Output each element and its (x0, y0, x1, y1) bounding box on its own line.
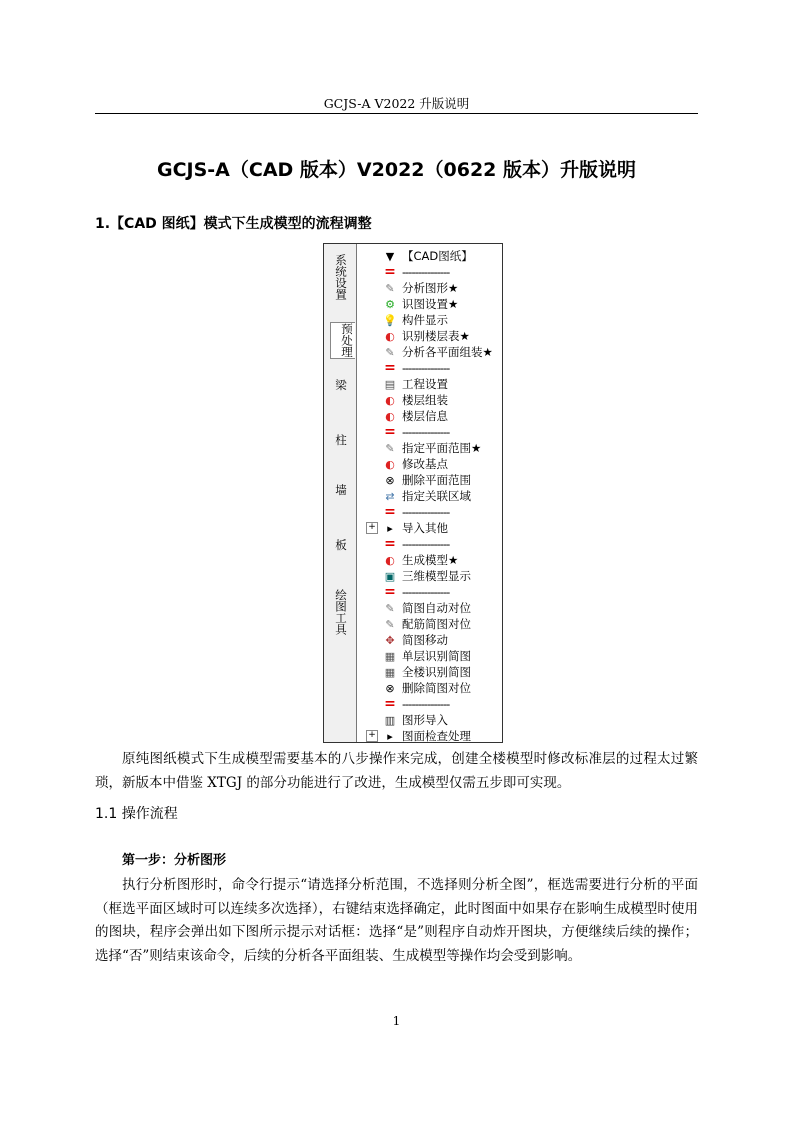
cycle-icon: ◐ (385, 553, 395, 567)
menu-item-label: --------------- (402, 425, 450, 439)
menu-item[interactable] (358, 344, 502, 360)
section-heading: 1.【CAD 图纸】模式下生成模型的流程调整 (95, 216, 372, 232)
menu-item-label: 指定关联区域 (402, 489, 471, 503)
menu-item[interactable] (358, 616, 502, 632)
menu-item[interactable] (358, 456, 502, 472)
menu-separator (358, 584, 502, 600)
tab-1[interactable]: 预处理 (330, 322, 355, 359)
menu-item-label: 导入其他 (402, 521, 448, 535)
menu-item-label: 删除平面范围 (402, 473, 471, 487)
header-rule (95, 113, 698, 114)
menu-separator (358, 536, 502, 552)
delete-icon: ⊗ (385, 473, 395, 487)
menu-item[interactable] (358, 440, 502, 456)
menu-item[interactable] (358, 392, 502, 408)
menu-tree (358, 248, 502, 743)
menu-item[interactable] (358, 600, 502, 616)
menu-item-label: --------------- (402, 537, 450, 551)
menu-item[interactable] (358, 552, 502, 568)
menu-separator (358, 264, 502, 280)
menu-item-label: 分析图形★ (402, 281, 459, 295)
separator-icon: = (384, 536, 396, 552)
cycle-icon: ◐ (385, 409, 395, 423)
menu-item[interactable] (358, 680, 502, 696)
menu-item-label: 【CAD图纸】 (402, 249, 473, 263)
menu-item[interactable] (358, 664, 502, 680)
menu-item-label: --------------- (402, 361, 450, 375)
menu-item[interactable] (358, 280, 502, 296)
menu-item[interactable] (358, 376, 502, 392)
menu-item[interactable] (358, 632, 502, 648)
menu-item-label: 全楼识别简图 (402, 665, 471, 679)
separator-icon: = (384, 264, 396, 280)
page-header: GCJS-A V2022 升版说明 (323, 96, 470, 111)
menu-item-label: 单层识别简图 (402, 649, 471, 663)
menu-item-label: 生成模型★ (402, 553, 459, 567)
pencil-icon: ✎ (385, 441, 395, 455)
menu-item-label: 图面检查处理 (402, 729, 471, 743)
menu-item-label: --------------- (402, 697, 450, 711)
menu-item[interactable] (358, 520, 502, 536)
separator-icon: = (384, 504, 396, 520)
link-icon: ⇄ (385, 489, 395, 503)
menu-item-label: 识别楼层表★ (402, 329, 470, 343)
3d-icon: ▣ (384, 569, 396, 583)
tab-3[interactable]: 柱 (334, 434, 348, 446)
menu-item[interactable] (358, 568, 502, 584)
tab-4[interactable]: 墙 (334, 484, 348, 496)
tab-6[interactable]: 绘图工具 (334, 589, 348, 635)
pencil-icon: ✎ (385, 601, 395, 615)
menu-item-label: 简图自动对位 (402, 601, 471, 615)
separator-icon: = (384, 424, 396, 440)
menu-item-label: 配筋简图对位 (402, 617, 471, 631)
menu-item[interactable] (358, 312, 502, 328)
pencil-icon: ✎ (385, 345, 395, 359)
menu-item-label: 指定平面范围★ (402, 441, 482, 455)
cycle-icon: ◐ (385, 393, 395, 407)
menu-item-label: 分析各平面组装★ (402, 345, 493, 359)
triangle-right-icon: ▸ (387, 729, 393, 743)
menu-item[interactable] (358, 296, 502, 312)
recognize-icon: ▦ (384, 649, 396, 663)
cycle-icon: ◐ (385, 457, 395, 471)
menu-item-label: --------------- (402, 505, 450, 519)
triangle-right-icon: ▸ (387, 521, 393, 535)
menu-item[interactable] (358, 472, 502, 488)
cad-menu-screenshot (323, 243, 503, 743)
delete-icon: ⊗ (385, 681, 395, 695)
document-title: GCJS-A（CAD 版本）V2022（0622 版本）升版说明 (157, 159, 636, 181)
menu-separator (358, 696, 502, 712)
menu-item[interactable] (358, 712, 502, 728)
menu-separator (358, 360, 502, 376)
tab-2[interactable]: 梁 (334, 379, 348, 391)
expand-icon[interactable]: + (366, 730, 378, 742)
tab-0[interactable]: 系统设置 (334, 254, 348, 300)
separator-icon: = (384, 360, 396, 376)
step-heading: 第一步：分析图形 (122, 853, 227, 868)
menu-separator (358, 424, 502, 440)
menu-item-label: 楼层信息 (402, 409, 448, 423)
document-icon: ▤ (384, 377, 396, 391)
menu-separator (358, 504, 502, 520)
menu-item-label: --------------- (402, 265, 450, 279)
menu-item-label: 三维模型显示 (402, 569, 471, 583)
separator-icon: = (384, 696, 396, 712)
menu-item-label: 楼层组装 (402, 393, 448, 407)
menu-item[interactable] (358, 648, 502, 664)
menu-item[interactable] (358, 728, 502, 743)
separator-icon: = (384, 584, 396, 600)
menu-item-label: 简图移动 (402, 633, 448, 647)
move-icon: ✥ (385, 633, 395, 647)
menu-item[interactable] (358, 488, 502, 504)
paragraph: 执行分析图形时，命令行提示“请选择分析范围，不选择则分析全图”，框选需要进行分析的平面（框选平面区域时可以连续多次选择），右键结束选择确定，此时图面中如果存在影响生成模型时使用的图块，程序会弹出如下图所示提示对话框：选择“是”则程序自动炸开图块，方便继续后续的操作；选择“否”则结束该命令，后续的分析各平面组装、生成模型等操作均会受到影响。 (95, 877, 698, 964)
menu-item-label: 构件显示 (402, 313, 448, 327)
cycle-icon: ◐ (385, 329, 395, 343)
menu-item-label: --------------- (402, 585, 450, 599)
tab-5[interactable]: 板 (334, 539, 348, 551)
menu-item[interactable] (358, 408, 502, 424)
menu-item-label: 图形导入 (402, 713, 448, 727)
triangle-down-icon: ▼ (385, 249, 395, 263)
expand-icon[interactable]: + (366, 522, 378, 534)
subsection-heading: 1.1 操作流程 (95, 806, 178, 822)
menu-item-label: 修改基点 (402, 457, 448, 471)
recognize-icon: ▦ (384, 665, 396, 679)
menu-item[interactable] (358, 328, 502, 344)
bulb-icon: 💡 (383, 313, 397, 327)
menu-item[interactable] (358, 248, 502, 264)
menu-item-label: 识图设置★ (402, 297, 459, 311)
menu-item-label: 删除简图对位 (402, 681, 471, 695)
pencil-icon: ✎ (385, 281, 395, 295)
pencil-icon: ✎ (385, 617, 395, 631)
vertical-tab-strip (324, 244, 357, 742)
import-icon: ▥ (384, 713, 396, 727)
page-number: 1 (392, 1014, 401, 1028)
paragraph: 原纯图纸模式下生成模型需要基本的八步操作来完成，创建全楼模型时修改标准层的过程太过繁琐，新版本中借鉴 XTGJ 的部分功能进行了改进，生成模型仅需五步即可实现。 (95, 751, 698, 791)
menu-item-label: 工程设置 (402, 377, 448, 391)
settings-icon: ⚙ (385, 297, 395, 311)
